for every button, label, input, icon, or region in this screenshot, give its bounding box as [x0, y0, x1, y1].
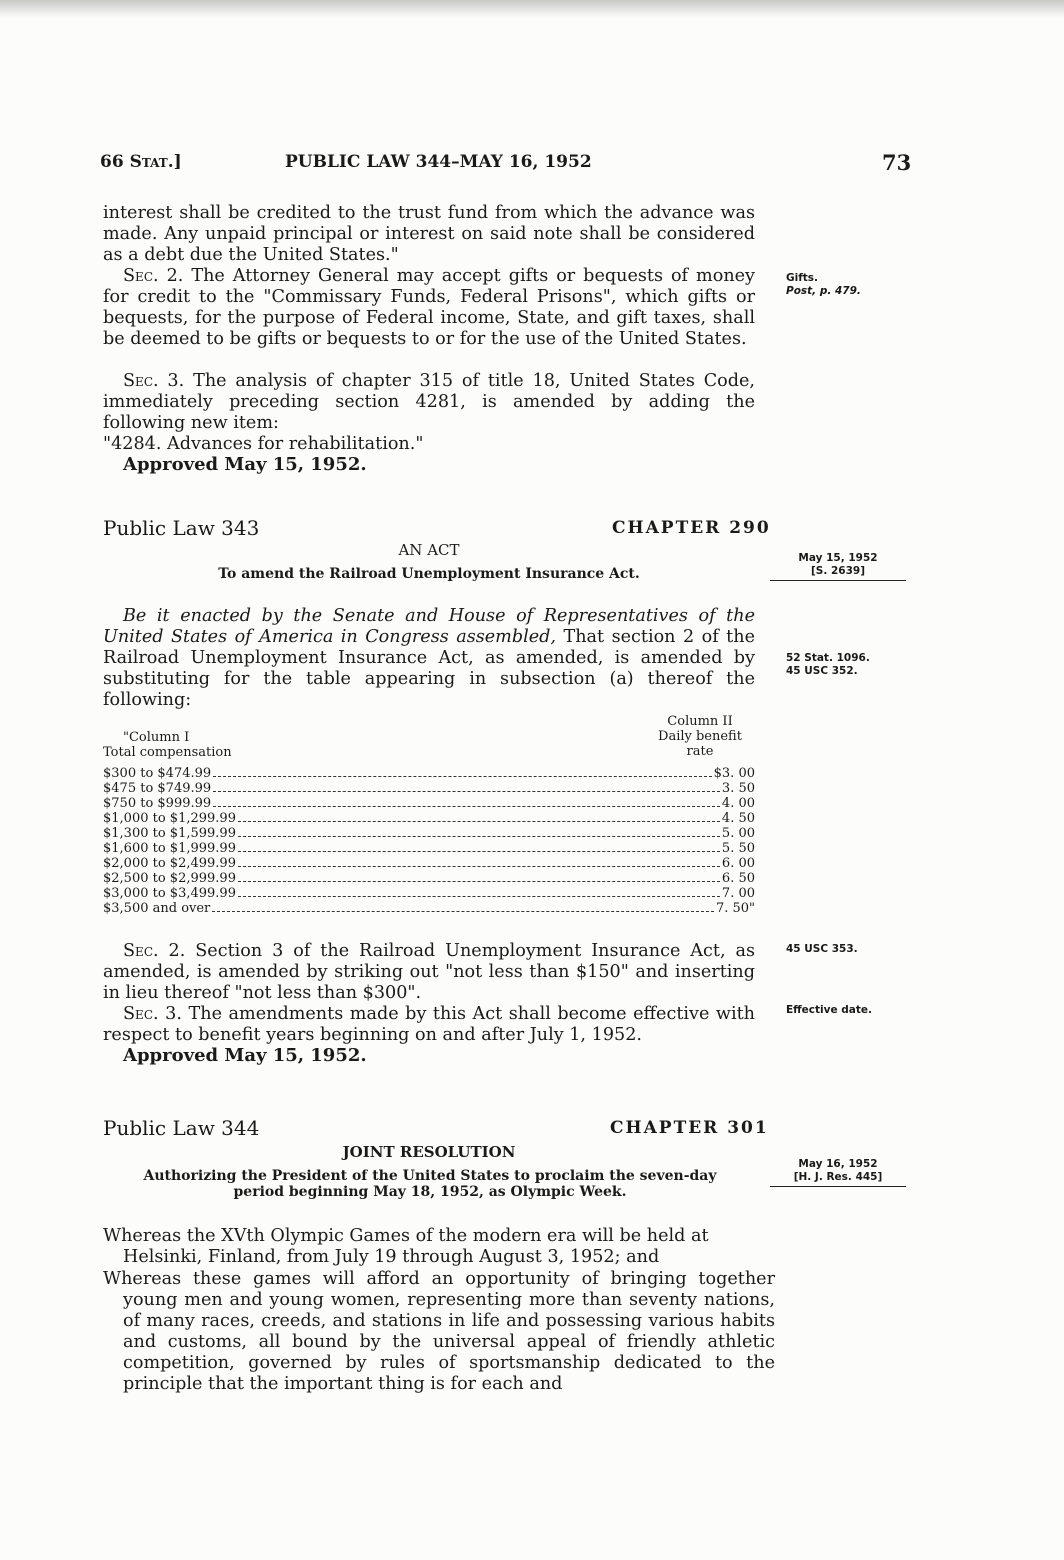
section-label: Sec. 2. — [123, 266, 184, 286]
column-2-header: Column II Daily benefit rate — [658, 714, 742, 759]
dot-leader — [212, 911, 714, 912]
benefit-rate: 3. 50 — [721, 781, 755, 796]
benefit-rate: 5. 50 — [721, 841, 755, 856]
dot-leader — [213, 806, 720, 807]
compensation-range: $300 to $474.99 — [103, 766, 212, 781]
benefit-rate: 4. 50 — [721, 811, 755, 826]
compensation-range: $1,600 to $1,999.99 — [103, 841, 236, 856]
whereas-clause-2: Whereas these games will afford an opportunity of bringing together young men and young women, representing more than seventy nations, of many races, creeds, and stations in life and possessing various habits and customs, all bound by the universal appeal of friendly athletic competition, governed by rules of sportsmanship dedicated to the principle that the important thing is for each and — [103, 1269, 775, 1394]
chapter-301: CHAPTER 301 — [610, 1118, 769, 1138]
column-1-header: "Column I — [123, 730, 190, 745]
rate-table-row — [103, 826, 755, 841]
enacting-clause: Be it enacted by the Senate and House of Representatives of the United States of America in Congress assembled, That section 2 of the Railroad Unemployment Insurance Act, as amended, is amended by substituting for the table appearing in subsection (a) thereof the following: — [103, 606, 755, 710]
rate-table-row — [103, 886, 755, 901]
margin-usc-353: 45 USC 353. — [786, 943, 858, 955]
benefit-rate: 4. 00 — [721, 796, 755, 811]
margin-pl344-date: May 16, 1952 [H. J. Res. 445] — [770, 1158, 906, 1187]
benefit-rate: 7. 00 — [721, 886, 755, 901]
pl343-section-3: Sec. 3. The amendments made by this Act shall become effective with respect to benefit years beginning on and after July 1, 1952. — [103, 1004, 756, 1045]
compensation-range: $2,000 to $2,499.99 — [103, 856, 236, 871]
new-item-line: "4284. Advances for rehabilitation." — [103, 434, 424, 454]
compensation-range: $750 to $999.99 — [103, 796, 212, 811]
section-2-paragraph: Sec. 2. The Attorney General may accept gifts or bequests of money for credit to the "Commissary Funds, Federal Prisons", which gifts or bequests, for the purpose of Federal income, State, and gift taxes, shall be deemed to be gifts or bequests to or for the use of the United States. — [103, 266, 756, 349]
act-title: To amend the Railroad Unemployment Insurance Act. — [218, 566, 640, 582]
rate-table — [103, 766, 755, 916]
pl343-section-2: Sec. 2. Section 3 of the Railroad Unemployment Insurance Act, as amended, is amended by striking out "not less than $150" and inserting in lieu thereof "not less than $300". — [103, 941, 755, 1003]
rate-table-row — [103, 796, 755, 811]
pl343-approved: Approved May 15, 1952. — [123, 1045, 367, 1066]
dot-leader — [238, 881, 720, 882]
margin-effective-date: Effective date. — [786, 1004, 872, 1016]
section-label: Sec. 3. — [123, 371, 185, 391]
compensation-range: $3,000 to $3,499.99 — [103, 886, 236, 901]
compensation-range: $3,500 and over — [103, 901, 211, 916]
rate-table-row — [103, 856, 755, 871]
whereas-clause-1: Whereas the XVth Olympic Games of the modern era will be held at Helsinki, Finland, from July 19 through August 3, 1952; and — [103, 1226, 709, 1267]
compensation-range: $475 to $749.99 — [103, 781, 212, 796]
dot-leader — [238, 866, 720, 867]
dot-leader — [238, 896, 720, 897]
rate-table-row — [103, 871, 755, 886]
joint-resolution-label: JOINT RESOLUTION — [342, 1143, 516, 1161]
rate-table-row — [103, 841, 755, 856]
margin-gifts: Gifts. Post, p. 479. — [786, 272, 861, 297]
resolution-title: Authorizing the President of the United States to proclaim the seven-day period beginning May 18, 1952, as Olympic Week. — [143, 1168, 717, 1200]
dot-leader — [238, 851, 720, 852]
rate-table-header — [103, 714, 755, 764]
page-number: 73 — [882, 150, 912, 175]
compensation-range: $1,000 to $1,299.99 — [103, 811, 236, 826]
margin-pl343-date: May 15, 1952 [S. 2639] — [770, 552, 906, 581]
benefit-rate: $3. 00 — [713, 766, 755, 781]
continuation-paragraph: interest shall be credited to the trust fund from which the advance was made. Any unpaid principal or interest on said note shall be considered as a debt due the United States." — [103, 203, 755, 265]
rate-table-row — [103, 781, 755, 796]
rate-table-row — [103, 901, 755, 916]
an-act-label: AN ACT — [398, 541, 460, 559]
benefit-rate: 7. 50" — [715, 901, 755, 916]
compensation-range: $1,300 to $1,599.99 — [103, 826, 236, 841]
dot-leader — [213, 791, 720, 792]
chapter-290: CHAPTER 290 — [612, 518, 771, 538]
benefit-rate: 6. 50 — [721, 871, 755, 886]
dot-leader — [238, 836, 720, 837]
dot-leader — [213, 776, 711, 777]
public-law-343-heading: Public Law 343 — [103, 516, 260, 540]
compensation-range: $2,500 to $2,999.99 — [103, 871, 236, 886]
header-volume: 66 Stat.] — [100, 152, 182, 172]
rate-table-row — [103, 766, 755, 781]
header-title: PUBLIC LAW 344–MAY 16, 1952 — [285, 152, 592, 172]
benefit-rate: 5. 00 — [721, 826, 755, 841]
section-3-paragraph: Sec. 3. The analysis of chapter 315 of title 18, United States Code, immediately preceding section 4281, is amended by adding the following new item: — [103, 371, 756, 433]
public-law-344-heading: Public Law 344 — [103, 1116, 260, 1140]
scan-top-shadow — [0, 0, 1064, 18]
benefit-rate: 6. 00 — [721, 856, 755, 871]
margin-stat-ref: 52 Stat. 1096. 45 USC 352. — [786, 652, 870, 677]
approved-line: Approved May 15, 1952. — [123, 454, 367, 475]
dot-leader — [238, 821, 720, 822]
rate-table-row — [103, 811, 755, 826]
column-1-subheader: Total compensation — [103, 745, 232, 760]
